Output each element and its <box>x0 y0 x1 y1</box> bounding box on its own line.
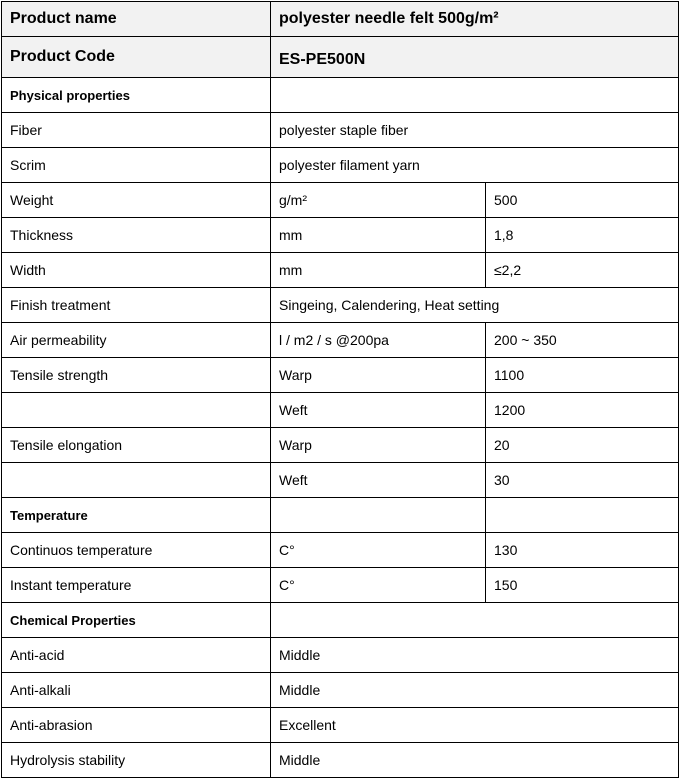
table-row <box>2 323 679 358</box>
product-name-value: polyester needle felt 500g/m² <box>271 2 679 37</box>
property-unit-or-value: mm <box>271 253 486 288</box>
table-row <box>2 393 679 428</box>
property-label: Tensile strength <box>2 358 271 393</box>
table-row <box>2 568 679 603</box>
property-value: 20 <box>486 428 679 463</box>
property-unit-or-value <box>271 603 679 638</box>
product-spec-table <box>1 1 679 778</box>
product-name-label: Product name <box>2 2 271 37</box>
property-unit-or-value: C° <box>271 568 486 603</box>
property-value: 200 ~ 350 <box>486 323 679 358</box>
property-unit-or-value: Excellent <box>271 708 679 743</box>
product-code-value: ES-PE500N <box>271 37 679 78</box>
section-heading: Temperature <box>2 498 271 533</box>
property-unit-or-value: mm <box>271 218 486 253</box>
section-heading: Physical properties <box>2 78 271 113</box>
property-label: Tensile elongation <box>2 428 271 463</box>
property-value: 150 <box>486 568 679 603</box>
property-label: Hydrolysis stability <box>2 743 271 778</box>
section-heading: Chemical Properties <box>2 603 271 638</box>
property-unit-or-value: Warp <box>271 358 486 393</box>
property-label: Thickness <box>2 218 271 253</box>
table-row <box>2 253 679 288</box>
property-unit-or-value: g/m² <box>271 183 486 218</box>
table-row <box>2 148 679 183</box>
property-label: Continuos temperature <box>2 533 271 568</box>
property-unit-or-value <box>271 78 679 113</box>
property-label <box>2 463 271 498</box>
property-label: Anti-abrasion <box>2 708 271 743</box>
table-row <box>2 708 679 743</box>
property-unit-or-value <box>271 498 486 533</box>
property-unit-or-value: Weft <box>271 463 486 498</box>
property-unit-or-value: Warp <box>271 428 486 463</box>
property-label: Fiber <box>2 113 271 148</box>
property-value: 130 <box>486 533 679 568</box>
property-label: Weight <box>2 183 271 218</box>
product-name-row <box>2 2 679 37</box>
property-label: Instant temperature <box>2 568 271 603</box>
section-row <box>2 603 679 638</box>
property-value: 30 <box>486 463 679 498</box>
table-row <box>2 743 679 778</box>
property-label: Scrim <box>2 148 271 183</box>
property-label: Anti-acid <box>2 638 271 673</box>
table-row <box>2 428 679 463</box>
property-value: ≤2,2 <box>486 253 679 288</box>
table-row <box>2 113 679 148</box>
property-label <box>2 393 271 428</box>
property-value <box>486 498 679 533</box>
table-row <box>2 218 679 253</box>
table-row <box>2 673 679 708</box>
table-row <box>2 183 679 218</box>
property-unit-or-value: Weft <box>271 393 486 428</box>
property-label: Air permeability <box>2 323 271 358</box>
property-value: 1100 <box>486 358 679 393</box>
property-label: Anti-alkali <box>2 673 271 708</box>
property-label: Width <box>2 253 271 288</box>
property-unit-or-value: polyester staple fiber <box>271 113 679 148</box>
property-unit-or-value: Middle <box>271 673 679 708</box>
property-value: 1200 <box>486 393 679 428</box>
table-row <box>2 638 679 673</box>
property-label: Finish treatment <box>2 288 271 323</box>
product-code-row <box>2 37 679 78</box>
table-row <box>2 358 679 393</box>
section-row <box>2 498 679 533</box>
product-code-label: Product Code <box>2 37 271 78</box>
table-row <box>2 463 679 498</box>
table-row <box>2 533 679 568</box>
property-unit-or-value: Middle <box>271 638 679 673</box>
property-value: 1,8 <box>486 218 679 253</box>
property-unit-or-value: C° <box>271 533 486 568</box>
property-value: 500 <box>486 183 679 218</box>
section-row <box>2 78 679 113</box>
property-unit-or-value: l / m2 / s @200pa <box>271 323 486 358</box>
property-unit-or-value: polyester filament yarn <box>271 148 679 183</box>
property-unit-or-value: Middle <box>271 743 679 778</box>
property-unit-or-value: Singeing, Calendering, Heat setting <box>271 288 679 323</box>
table-row <box>2 288 679 323</box>
